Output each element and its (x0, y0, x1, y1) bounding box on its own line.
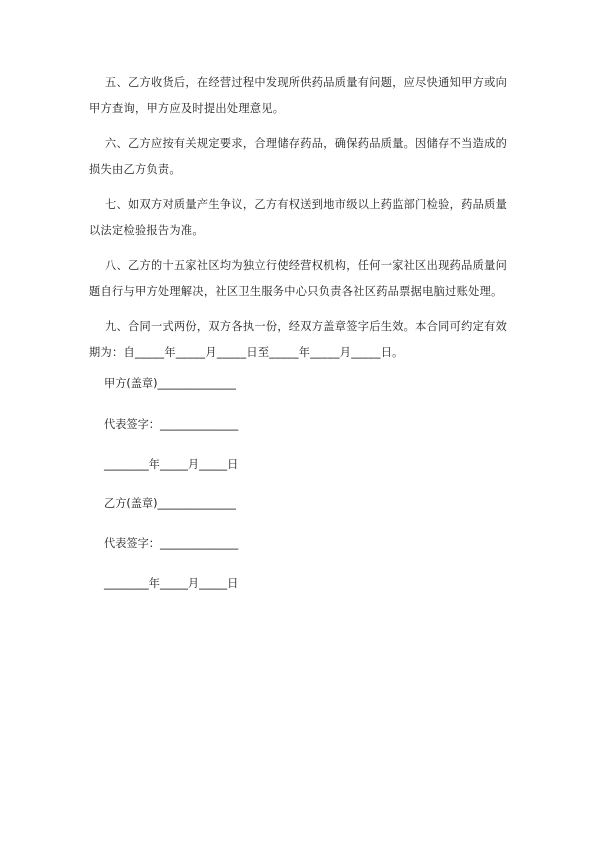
clause-6-line-1: 六、乙方应按有关规定要求，合理储存药品，确保药品质量。因储存不当造成的 (105, 137, 508, 150)
clause-7 (89, 192, 511, 244)
clause-6-line-2: 损失由乙方负责。 (89, 163, 181, 176)
party-a-date-line: ________年_____月_____日 (104, 458, 239, 471)
clause-5-line-2: 甲方查询，甲方应及时提出处理意见。 (89, 102, 285, 115)
clause-8 (89, 253, 511, 305)
party-b-rep-signature-line: 代表签字：______________ (104, 537, 239, 550)
clause-8-line-1: 八、乙方的十五家社区均为独立行使经营权机构，任何一家社区出现药品质量问 (105, 259, 508, 272)
clause-8-line-2: 题自行与甲方处理解决，社区卫生服务中心只负责各社区药品票据电脑过账处理。 (89, 285, 503, 298)
clause-9-line-1: 九、合同一式两份，双方各执一份，经双方盖章签字后生效。本合同可约定有效 (105, 320, 508, 333)
clause-5 (89, 70, 511, 122)
party-b-date-line: ________年_____月_____日 (104, 577, 239, 590)
clause-9-line-2: 期为：自_____年_____月_____日至_____年_____月_____日。 (89, 346, 404, 359)
clause-7-line-1: 七、如双方对质量产生争议，乙方有权送到地市级以上药监部门检验，药品质量 (105, 198, 508, 211)
party-a-seal-line: 甲方(盖章)______________ (104, 377, 236, 390)
party-a-rep-signature-line: 代表签字：______________ (104, 418, 239, 431)
clause-5-line-1: 五、乙方收货后，在经营过程中发现所供药品质量有问题，应尽快通知甲方或向 (105, 76, 508, 89)
clause-6 (89, 131, 511, 183)
clause-7-line-2: 以法定检验报告为准。 (89, 224, 204, 237)
clause-9 (89, 314, 511, 366)
party-b-seal-line: 乙方(盖章)______________ (104, 497, 236, 510)
